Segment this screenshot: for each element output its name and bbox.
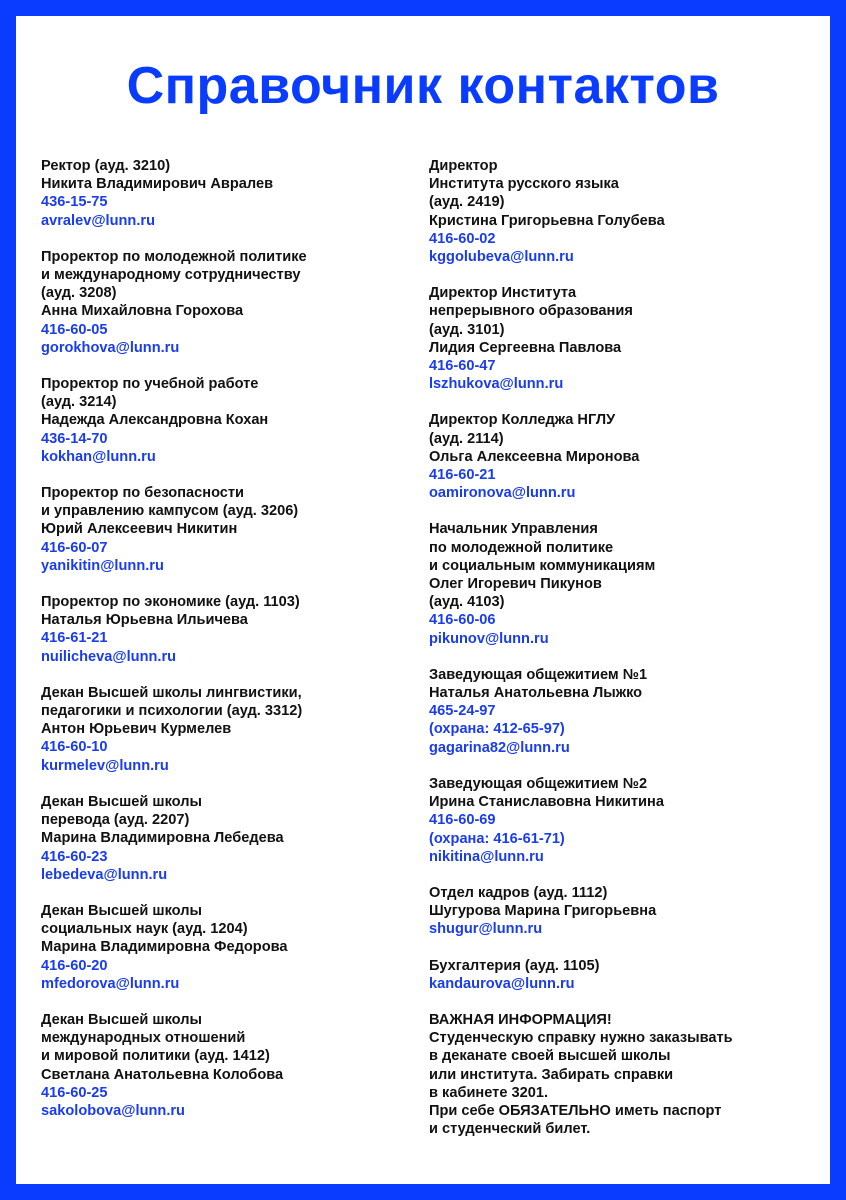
contact-text-line: Светлана Анатольевна Колобова [41, 1066, 284, 1083]
contact-email[interactable]: gagarina82@lunn.ru [429, 739, 570, 756]
contact-text-line: перевода (ауд. 2207) [41, 812, 190, 829]
notice-line: При себе ОБЯЗАТЕЛЬНО иметь паспорт [429, 1102, 722, 1119]
contact-text-line: (ауд. 3208) [41, 285, 117, 302]
contact-text-line: Декан Высшей школы [41, 793, 202, 810]
contact-entry [41, 593, 411, 666]
contact-text-line: непрерывного образования [429, 303, 633, 320]
contact-text-line: Шугурова Марина Григорьевна [429, 903, 657, 920]
contact-text-line: Ректор (ауд. 3210) [41, 158, 171, 174]
contact-entry [429, 520, 819, 647]
contact-text-line: Директор Института [429, 285, 577, 302]
notice-line: Студенческую справку нужно заказывать [429, 1030, 733, 1047]
contact-text-line: (ауд. 3101) [429, 321, 505, 338]
contact-email[interactable]: oamironova@lunn.ru [429, 485, 576, 502]
contact-text-line: Заведующая общежитием №2 [429, 775, 648, 792]
contact-text-line: Проректор по безопасности [41, 485, 245, 502]
contact-phone[interactable]: 416-60-69 [429, 812, 496, 829]
contact-email[interactable]: kandaurova@lunn.ru [429, 975, 575, 992]
contact-text-line: Ирина Станиславовна Никитина [429, 794, 664, 811]
contact-entry [41, 157, 411, 230]
contact-text-line: Директор Колледжа НГЛУ [429, 412, 616, 429]
contact-entry [429, 957, 819, 993]
contact-entry [41, 684, 411, 775]
right-column-entries [429, 157, 819, 993]
contact-text-line: Заведующая общежитием №1 [429, 666, 648, 683]
contact-text-line: Института русского языка [429, 176, 619, 193]
contact-phone[interactable]: 465-24-97 [429, 703, 496, 720]
contact-phone[interactable]: 416-60-05 [41, 321, 108, 338]
contact-email[interactable]: nikitina@lunn.ru [429, 848, 544, 865]
notice-line: и студенческий билет. [429, 1121, 591, 1138]
contact-phone[interactable]: 416-61-21 [41, 630, 108, 647]
notice-line: или института. Забирать справки [429, 1066, 674, 1083]
contact-email[interactable]: avralev@lunn.ru [41, 212, 155, 229]
contact-phone[interactable]: 416-60-07 [41, 539, 108, 556]
contact-phone[interactable]: 436-15-75 [41, 194, 108, 211]
contact-entry [41, 484, 411, 575]
contact-text-line: социальных наук (ауд. 1204) [41, 921, 248, 938]
contact-email[interactable]: pikunov@lunn.ru [429, 630, 549, 647]
contact-text-line: и социальным коммуникациям [429, 557, 656, 574]
contact-phone[interactable]: 416-60-25 [41, 1084, 108, 1101]
page-title: Справочник контактов [126, 57, 720, 115]
contact-entry [41, 902, 411, 993]
left-column [41, 157, 411, 1138]
contact-email[interactable]: lszhukova@lunn.ru [429, 376, 564, 393]
contact-entry [41, 793, 411, 884]
important-notice [429, 1011, 819, 1138]
contact-entry [429, 666, 819, 757]
contact-email[interactable]: lebedeva@lunn.ru [41, 866, 168, 883]
contact-email[interactable]: shugur@lunn.ru [429, 921, 543, 938]
contact-entry [429, 884, 819, 939]
contact-phone[interactable]: (охрана: 416-61-71) [429, 830, 565, 847]
contact-text-line: Никита Владимирович Авралев [41, 176, 274, 193]
contact-phone[interactable]: 436-14-70 [41, 430, 108, 447]
contact-phone[interactable]: 416-60-23 [41, 848, 108, 865]
contact-phone[interactable]: (охрана: 412-65-97) [429, 721, 565, 738]
contact-email[interactable]: sakolobova@lunn.ru [41, 1102, 185, 1119]
contact-phone[interactable]: 416-60-21 [429, 467, 496, 484]
contact-text-line: Проректор по молодежной политике [41, 248, 307, 265]
contact-phone[interactable]: 416-60-47 [429, 358, 496, 375]
contact-text-line: Анна Михайловна Горохова [41, 303, 244, 320]
contact-entry [429, 284, 819, 393]
contact-text-line: Наталья Анатольевна Лыжко [429, 685, 643, 702]
contact-text-line: Юрий Алексеевич Никитин [41, 521, 238, 538]
contact-text-line: по молодежной политике [429, 539, 614, 556]
contact-text-line: международных отношений [41, 1030, 246, 1047]
contact-text-line: Декан Высшей школы лингвистики, [41, 684, 302, 701]
right-column [429, 157, 819, 1156]
contact-text-line: и управлению кампусом (ауд. 3206) [41, 503, 299, 520]
contact-text-line: Бухгалтерия (ауд. 1105) [429, 957, 600, 974]
contact-text-line: Декан Высшей школы [41, 902, 202, 919]
contact-entry [41, 375, 411, 466]
contact-email[interactable]: kurmelev@lunn.ru [41, 757, 169, 774]
contact-text-line: Наталья Юрьевна Ильичева [41, 612, 248, 629]
contact-email[interactable]: kokhan@lunn.ru [41, 448, 156, 465]
contact-text-line: Ольга Алексеевна Миронова [429, 448, 640, 465]
contact-email[interactable]: yanikitin@lunn.ru [41, 557, 164, 574]
contact-entry [429, 157, 819, 266]
contact-phone[interactable]: 416-60-10 [41, 739, 108, 756]
contact-text-line: Отдел кадров (ауд. 1112) [429, 884, 608, 901]
contact-text-line: Олег Игоревич Пикунов [429, 576, 602, 593]
contact-text-line: (ауд. 2114) [429, 430, 504, 447]
contact-entry [41, 248, 411, 357]
contact-text-line: педагогики и психологии (ауд. 3312) [41, 703, 303, 720]
contact-entry [41, 1011, 411, 1120]
notice-line: в кабинете 3201. [429, 1084, 549, 1101]
contact-entry [429, 775, 819, 866]
contact-text-line: Надежда Александровна Кохан [41, 412, 269, 429]
contact-text-line: (ауд. 2419) [429, 194, 505, 211]
contact-email[interactable]: nuilicheva@lunn.ru [41, 648, 177, 665]
contact-text-line: Антон Юрьевич Курмелев [41, 721, 232, 738]
contact-text-line: Директор [429, 158, 498, 174]
contact-phone[interactable]: 416-60-02 [429, 230, 496, 247]
contact-phone[interactable]: 416-60-20 [41, 957, 108, 974]
contact-phone[interactable]: 416-60-06 [429, 612, 496, 629]
contact-text-line: Проректор по учебной работе [41, 376, 259, 393]
contact-text-line: и мировой политики (ауд. 1412) [41, 1048, 270, 1065]
contact-text-line: Марина Владимировна Лебедева [41, 830, 284, 847]
contact-text-line: (ауд. 3214) [41, 394, 117, 411]
contacts-sheet [16, 16, 830, 1184]
contact-text-line: и международному сотрудничеству [41, 267, 301, 284]
contact-text-line: Кристина Григорьевна Голубева [429, 212, 665, 229]
contact-text-line: (ауд. 4103) [429, 594, 505, 611]
contact-text-line: Лидия Сергеевна Павлова [429, 339, 622, 356]
contact-text-line: Марина Владимировна Федорова [41, 939, 288, 956]
contact-text-line: Проректор по экономике (ауд. 1103) [41, 594, 300, 611]
contact-email[interactable]: gorokhova@lunn.ru [41, 339, 180, 356]
contact-entry [429, 411, 819, 502]
notice-line: в деканате своей высшей школы [429, 1048, 671, 1065]
contact-text-line: Декан Высшей школы [41, 1011, 202, 1028]
contact-text-line: Начальник Управления [429, 521, 598, 538]
contact-email[interactable]: mfedorova@lunn.ru [41, 975, 180, 992]
notice-line: ВАЖНАЯ ИНФОРМАЦИЯ! [429, 1011, 612, 1028]
contact-email[interactable]: kggolubeva@lunn.ru [429, 249, 574, 266]
